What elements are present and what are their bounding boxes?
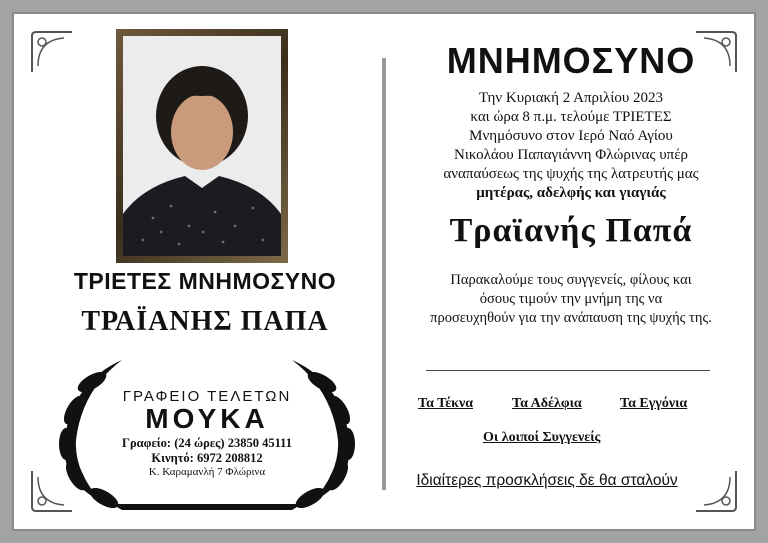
body-line: Μνημόσυνο στον Ιερό Ναό Αγίου xyxy=(469,128,673,144)
footer-note: Ιδιαίτερες προσκλήσεις δε θα σταλούν xyxy=(416,472,678,489)
person-portrait-icon xyxy=(123,36,281,256)
corner-ornament-icon xyxy=(28,28,76,76)
signature-siblings: Τα Αδέλφια xyxy=(512,396,582,411)
body-line: μητέρας, αδελφής και γιαγιάς xyxy=(476,185,666,201)
logo-address: Κ. Καραμανλή 7 Φλώρινα xyxy=(148,466,266,478)
signature-grandchildren: Τα Εγγόνια xyxy=(620,396,688,411)
left-title: ΤΡΙΕΤΕΣ ΜΝΗΜΟΣΥΝΟ xyxy=(73,268,337,294)
signature-line xyxy=(426,370,710,371)
signature-children: Τα Τέκνα xyxy=(418,396,474,411)
vertical-divider xyxy=(382,58,386,490)
request-line: όσους τιμούν την μνήμη της να xyxy=(479,291,663,307)
signature-relatives: Οι λοιποί Συγγενείς xyxy=(483,430,601,445)
request-text xyxy=(396,271,746,328)
logo-line2: ΜΟΥΚΑ xyxy=(145,403,269,434)
portrait-photo xyxy=(123,36,281,256)
corner-ornament-icon xyxy=(692,467,740,515)
right-name: Τραϊανής Παπά xyxy=(449,212,693,249)
logo-mobile: Κινητό: 6972 208812 xyxy=(151,451,263,465)
portrait-frame xyxy=(116,29,288,263)
right-body xyxy=(396,89,746,203)
body-line: Νικολάου Παπαγιάννη Φλώρινας υπέρ xyxy=(454,147,688,163)
request-line: Παρακαλούμε τους συγγενείς, φίλους και xyxy=(450,272,692,288)
request-line: προσευχηθούν για την ανάπαυση της ψυχής της. xyxy=(430,310,712,326)
logo-line1: ΓΡΑΦΕΙΟ ΤΕΛΕΤΩΝ xyxy=(122,388,292,405)
left-name: ΤΡΑΪΑΝΗΣ ΠΑΠΑ xyxy=(81,306,329,337)
body-line: Την Κυριακή 2 Απριλίου 2023 xyxy=(478,90,664,106)
right-heading: ΜΝΗΜΟΣΥΝΟ xyxy=(446,40,696,81)
logo-phone: Γραφείο: (24 ώρες) 23850 45111 xyxy=(122,436,292,450)
body-line: και ώρα 8 π.μ. τελούμε ΤΡΙΕΤΕΣ xyxy=(470,109,672,125)
body-line: αναπαύσεως της ψυχής της λατρευτής μας xyxy=(443,166,699,182)
